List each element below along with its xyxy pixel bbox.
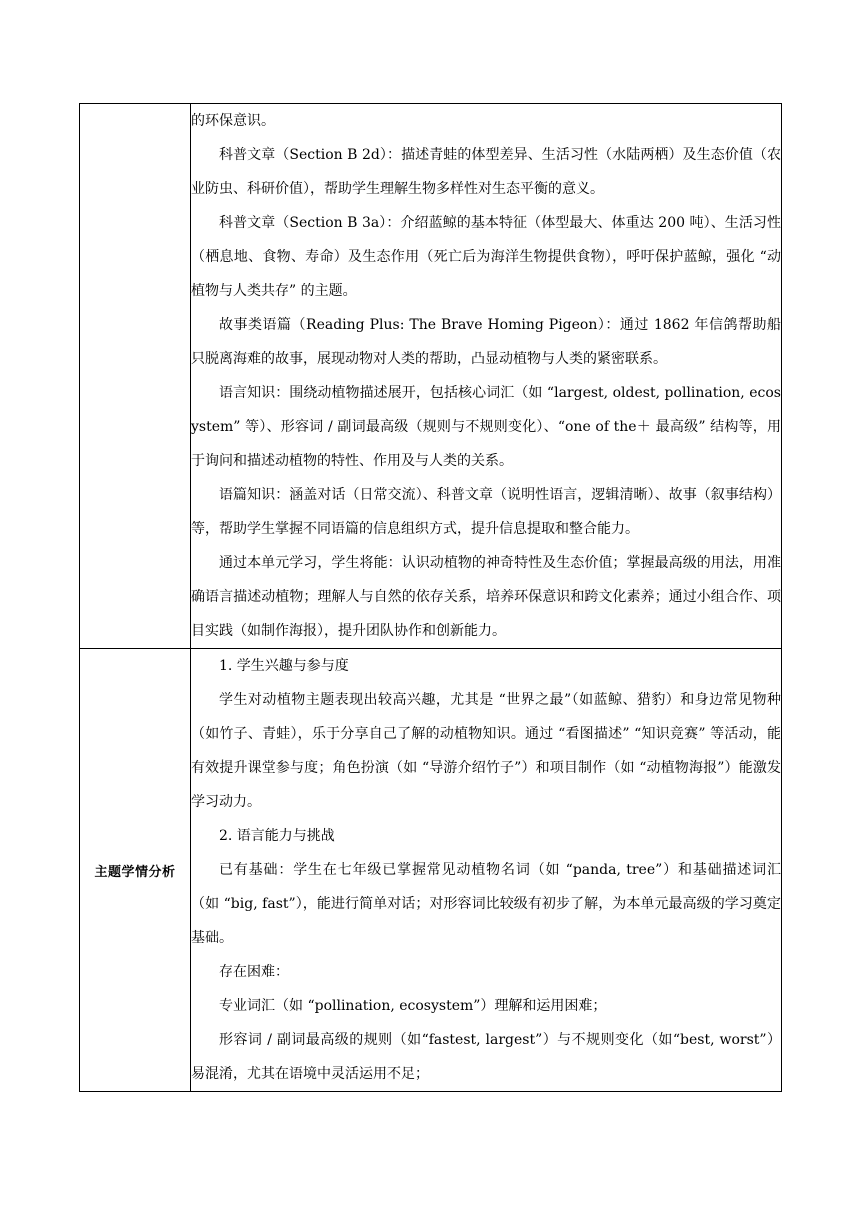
paragraph: 的环保意识。 — [191, 113, 275, 129]
paragraph: 故事类语篇（Reading Plus: The Brave Homing Pigeon）：通过 1862 年信鸽帮助船只脱离海难的故事，展现动物对人类的帮助，凸显动植物与人类的紧密联系。 — [191, 317, 781, 367]
paragraph: 语篇知识：涵盖对话（日常交流）、科普文章（说明性语言，逻辑清晰）、故事（叙事结构）等，帮助学生掌握不同语篇的信息组织方式，提升信息提取和整合能力。 — [191, 487, 781, 537]
table-row — [80, 104, 782, 649]
row-label: 主题学情分析 — [94, 864, 176, 880]
paragraph: 通过本单元学习，学生将能：认识动植物的神奇特性及生态价值；掌握最高级的用法，用准确语言描述动植物；理解人与自然的依存关系，培养环保意识和跨文化素养；通过小组合作、项目实践（如制作海报），提升团队协作和创新能力。 — [191, 555, 781, 639]
table-row — [80, 649, 782, 1092]
paragraph: 2. 语言能力与挑战 — [219, 828, 335, 844]
paragraph: 1. 学生兴趣与参与度 — [219, 658, 349, 674]
row-label-cell — [80, 104, 191, 649]
document-table — [79, 103, 782, 1092]
row-content-cell — [191, 649, 782, 1092]
paragraph: 专业词汇（如 “pollination, ecosystem”）理解和运用困难； — [219, 998, 607, 1014]
row-content-cell — [191, 104, 782, 649]
row-label-cell — [80, 649, 191, 1092]
paragraph: 形容词 / 副词最高级的规则（如“fastest, largest”）与不规则变化（如“best, worst”）易混淆，尤其在语境中灵活运用不足； — [191, 1032, 781, 1082]
paragraph: 已有基础：学生在七年级已掌握常见动植物名词（如 “panda, tree”）和基础描述词汇（如 “big, fast”），能进行简单对话；对形容词比较级有初步了解，为本单元最高级的学习奠定基础。 — [191, 862, 781, 946]
paragraph: 语言知识：围绕动植物描述展开，包括核心词汇（如 “largest, oldest, pollination, ecosystem” 等）、形容词 / 副词最高级（规则与不规则变化）、“one of the＋ 最高级” 结构等，用于询问和描述动植物的特性、作用及与人类的关系。 — [191, 385, 781, 469]
paragraph: 科普文章（Section B 2d）：描述青蛙的体型差异、生活习性（水陆两栖）及生态价值（农业防虫、科研价值），帮助学生理解生物多样性对生态平衡的意义。 — [191, 147, 781, 197]
paragraph: 科普文章（Section B 3a）：介绍蓝鲸的基本特征（体型最大、体重达 200 吨）、生活习性（栖息地、食物、寿命）及生态作用（死亡后为海洋生物提供食物），呼吁保护蓝鲸，强化 “动植物与人类共存” 的主题。 — [191, 215, 781, 299]
paragraph: 存在困难： — [219, 964, 289, 980]
paragraph: 学生对动植物主题表现出较高兴趣，尤其是 “世界之最”（如蓝鲸、猎豹）和身边常见物种（如竹子、青蛙），乐于分享自己了解的动植物知识。通过 “看图描述” “知识竞赛” 等活动，能有效提升课堂参与度；角色扮演（如 “导游介绍竹子”）和项目制作（如 “动植物海报”）能激发学习动力。 — [191, 692, 781, 810]
